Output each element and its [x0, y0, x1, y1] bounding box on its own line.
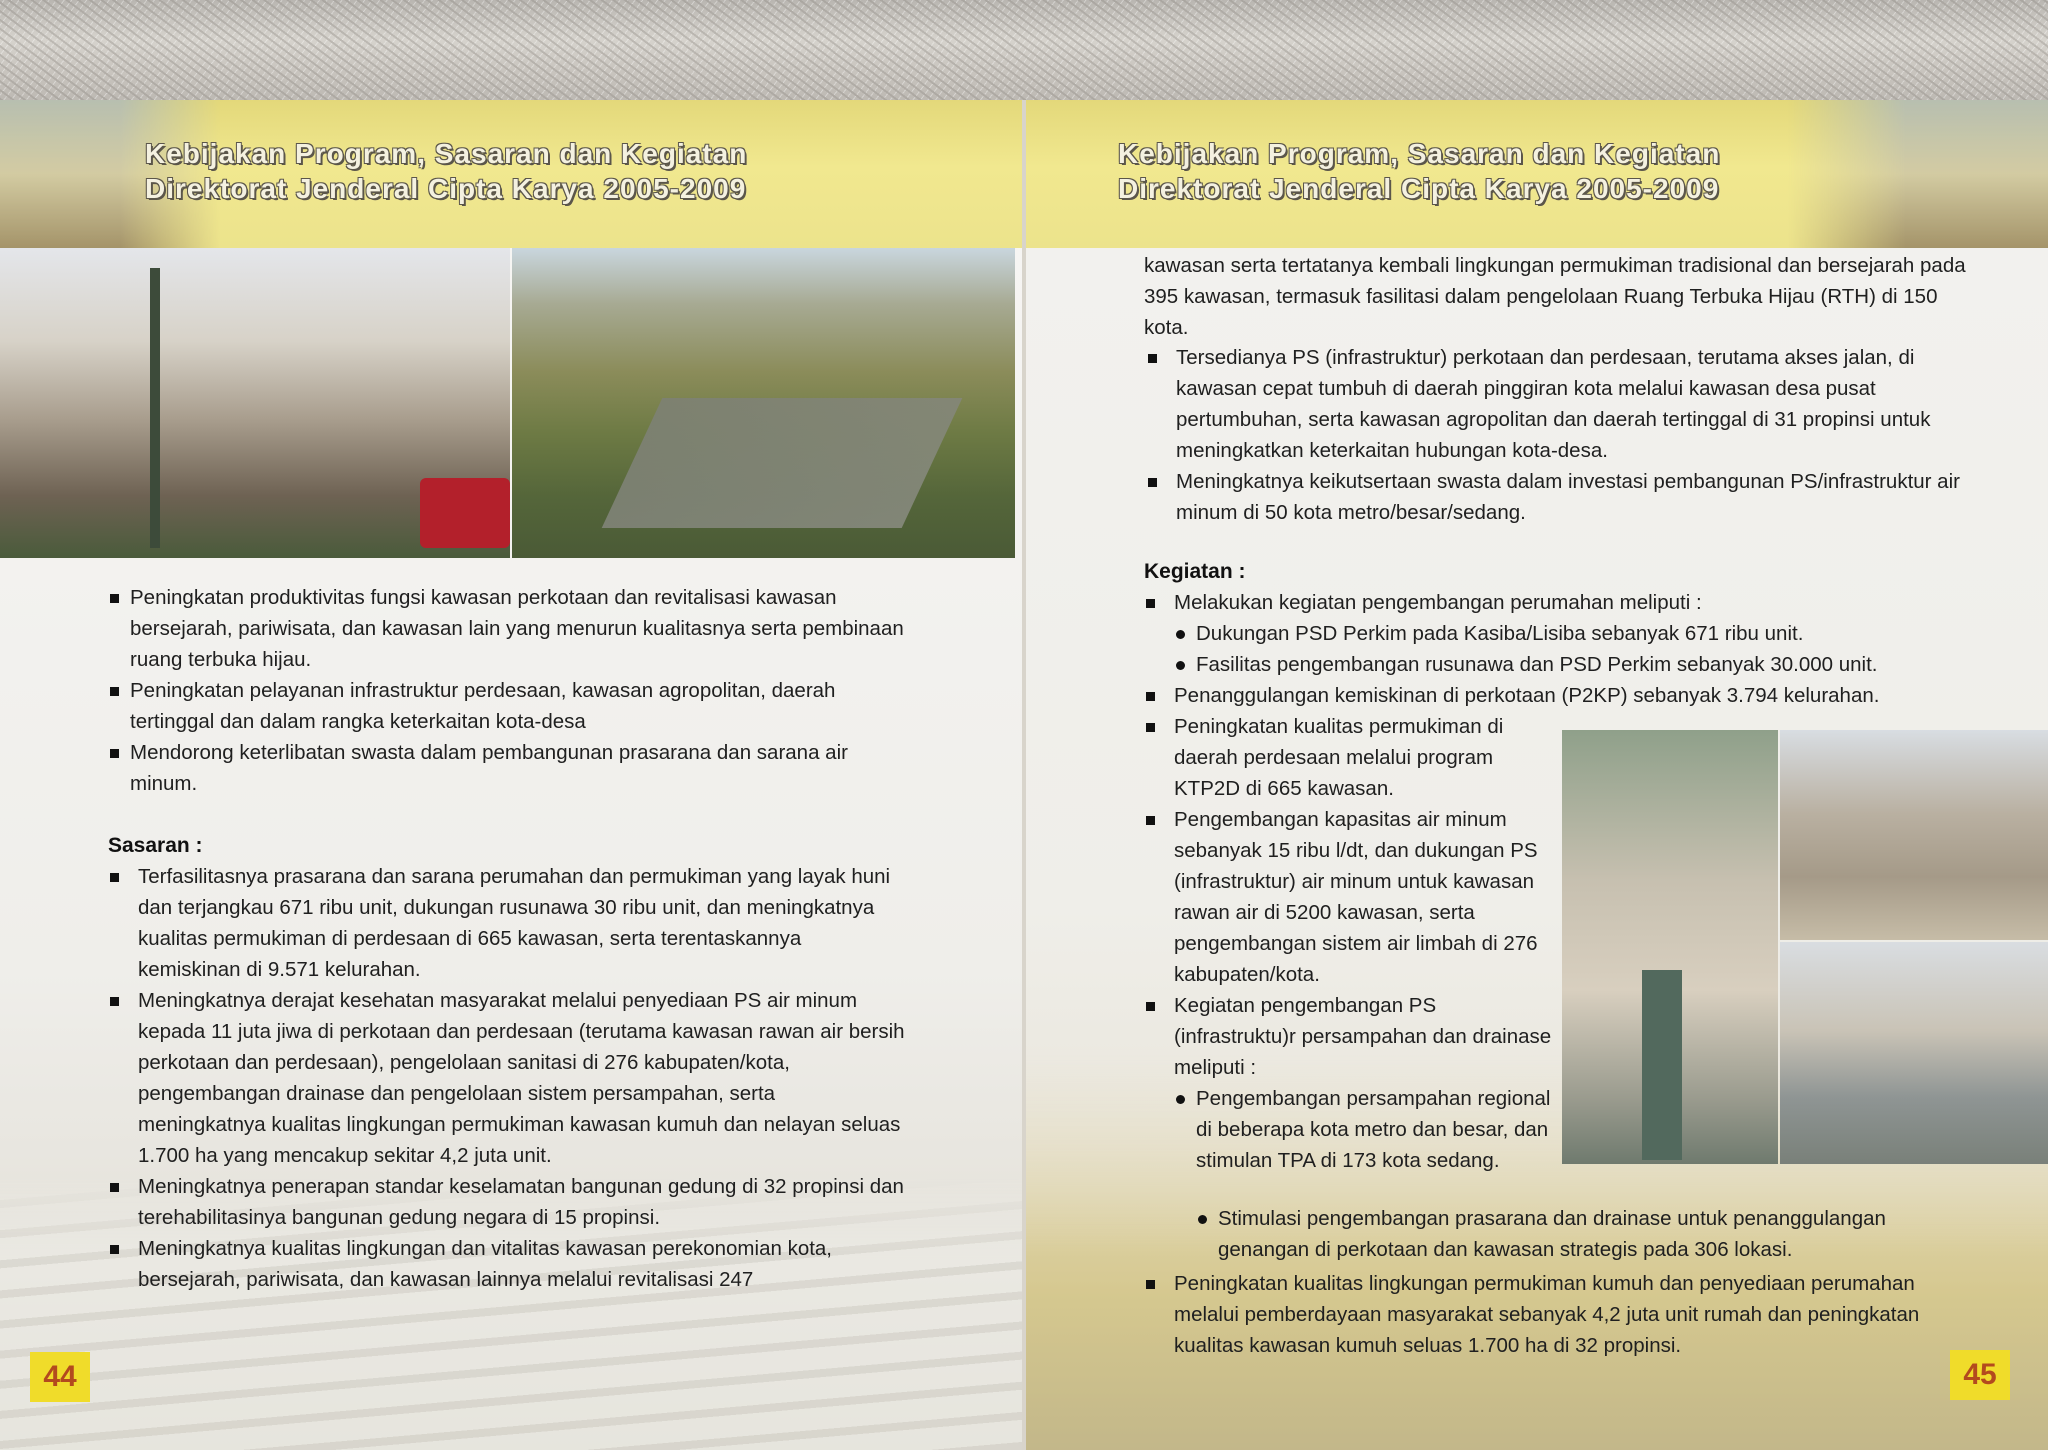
kegiatan-heading: Kegiatan : — [1144, 560, 1246, 583]
village-street-photo — [1780, 730, 2048, 940]
kegiatan-list-final — [1144, 1268, 1984, 1361]
street-scene-photo — [0, 248, 510, 558]
list-item: Pengembangan persampahan regional di beberapa kota metro dan besar, dan stimulan TPA di 173 kota sedang. — [1174, 1083, 1554, 1176]
header-title-line1: Kebijakan Program, Sasaran dan Kegiatan — [145, 138, 748, 169]
page-number-left: 44 — [30, 1352, 90, 1402]
kegiatan-narrow-block — [1144, 711, 1554, 1176]
sasaran-more-list — [1146, 342, 1976, 528]
list-item: Peningkatan produktivitas fungsi kawasan perkotaan dan revitalisasi kawasan bersejarah, pariwisata, dan kawasan lain yang menurun kualitasnya serta pembinaan ruang terbuka hijau. — [108, 582, 908, 675]
list-item: Pengembangan kapasitas air minum sebanyak 15 ribu l/dt, dan dukungan PS (infrastruktur) air minum untuk kawasan rawan air di 5200 kawasan, serta pengembangan sistem air limbah di 276 kabupaten/kota. — [1144, 804, 1554, 990]
header-title-left — [145, 136, 747, 206]
header-title-line2: Direktorat Jenderal Cipta Karya 2005-2009 — [1118, 173, 1720, 204]
program-list — [108, 582, 908, 799]
list-item: Peningkatan kualitas lingkungan permukiman kumuh dan penyediaan perumahan melalui pemberdayaan masyarakat sebanyak 4,2 juta unit rumah dan peningkatan kualitas kawasan kumuh seluas 1.700 ha di 32 propinsi. — [1144, 1268, 1984, 1361]
page-number-right: 45 — [1950, 1350, 2010, 1400]
kegiatan-header-block — [1144, 556, 2004, 711]
page-right — [1026, 248, 2048, 1450]
list-item — [1144, 587, 2004, 680]
list-item: Fasilitas pengembangan rusunawa dan PSD Perkim sebanyak 30.000 unit. — [1174, 649, 2004, 680]
continuation-text: kawasan serta tertatanya kembali lingkungan permukiman tradisional dan bersejarah pada 395 kawasan, termasuk fasilitasi dalam pengelolaan Ruang Terbuka Hijau (RTH) di 150 kota. — [1144, 254, 1966, 339]
kegiatan-list-top — [1144, 587, 2004, 711]
header-banner-right — [1026, 100, 2048, 248]
header-title-line2: Direktorat Jenderal Cipta Karya 2005-2009 — [145, 173, 747, 204]
list-item: Peningkatan pelayanan infrastruktur perdesaan, kawasan agropolitan, daerah tertinggal dan dalam rangka keterkaitan kota-desa — [108, 675, 908, 737]
list-item: Penanggulangan kemiskinan di perkotaan (P2KP) sebanyak 3.794 kelurahan. — [1144, 680, 2004, 711]
kegiatan-sublist — [1174, 1083, 1554, 1176]
header-banner-left — [0, 100, 1022, 248]
kegiatan-list-middle — [1144, 711, 1554, 1176]
sasaran-heading: Sasaran : — [108, 834, 203, 857]
kegiatan-wide-block — [1196, 1203, 1976, 1265]
header-photo-right — [1788, 100, 2048, 248]
list-item: Meningkatnya penerapan standar keselamatan bangunan gedung di 32 propinsi dan terehabilitasinya bangunan gedung negara di 15 propinsi. — [108, 1171, 908, 1233]
sasaran-more-block — [1146, 342, 1976, 528]
list-item: Stimulasi pengembangan prasarana dan drainase untuk penanggulangan genangan di perkotaan dan kawasan strategis pada 306 lokasi. — [1196, 1203, 1976, 1265]
kegiatan-sublist-wide — [1196, 1203, 1976, 1265]
kegiatan-item-text: Kegiatan pengembangan PS (infrastruktu)r persampahan dan drainase meliputi : — [1174, 994, 1552, 1079]
kegiatan-item-text: Melakukan kegiatan pengembangan perumahan meliputi : — [1174, 591, 1702, 614]
village-alley-photo — [1562, 730, 1778, 1164]
list-item: Tersedianya PS (infrastruktur) perkotaan dan perdesaan, terutama akses jalan, di kawasan cepat tumbuh di daerah pinggiran kota melalui kawasan desa pusat pertumbuhan, serta kawasan agropolitan dan daerah tertinggal di 31 propinsi untuk meningkatkan keterkaitan hubungan kota-desa. — [1146, 342, 1976, 466]
aerial-city-photo — [512, 248, 1015, 558]
list-item: Dukungan PSD Perkim pada Kasiba/Lisiba sebanyak 671 ribu unit. — [1174, 618, 2004, 649]
list-item — [1144, 990, 1554, 1176]
drainage-canal-photo — [1780, 942, 2048, 1164]
header-title-right — [1118, 136, 1720, 206]
list-item: Mendorong keterlibatan swasta dalam pembangunan prasarana dan sarana air minum. — [108, 737, 908, 799]
kegiatan-final-block — [1144, 1268, 1984, 1361]
list-item: Meningkatnya kualitas lingkungan dan vitalitas kawasan perekonomian kota, bersejarah, pariwisata, dan kawasan lainnya melalui revitalisasi 247 — [108, 1233, 908, 1295]
stone-texture-band — [0, 0, 2048, 100]
page-left — [0, 248, 1022, 1450]
kegiatan-sublist — [1174, 618, 2004, 680]
left-text-block — [108, 582, 908, 1295]
sasaran-list — [108, 861, 908, 1295]
list-item: Meningkatnya derajat kesehatan masyarakat melalui penyediaan PS air minum kepada 11 juta jiwa di perkotaan dan perdesaan (terutama kawasan rawan air bersih perkotaan dan perdesaan), pengelolaan sanitasi di 276 kabupaten/kota, pengembangan drainase dan pengelolaan sistem persampahan, serta meningkatnya kualitas lingkungan permukiman kawasan kumuh dan nelayan seluas 1.700 ha yang mencakup sekitar 4,2 juta unit. — [108, 985, 908, 1171]
list-item: Meningkatnya keikutsertaan swasta dalam investasi pembangunan PS/infrastruktur air minum di 50 kota metro/besar/sedang. — [1146, 466, 1976, 528]
list-item: Peningkatan kualitas permukiman di daerah perdesaan melalui program KTP2D di 665 kawasan. — [1144, 711, 1554, 804]
list-item: Terfasilitasnya prasarana dan sarana perumahan dan permukiman yang layak huni dan terjangkau 671 ribu unit, dukungan rusunawa 30 ribu unit, dan meningkatnya kualitas permukiman di perdesaan di 665 kawasan, serta terentaskannya kemiskinan di 9.571 kelurahan. — [108, 861, 908, 985]
header-title-line1: Kebijakan Program, Sasaran dan Kegiatan — [1118, 138, 1721, 169]
